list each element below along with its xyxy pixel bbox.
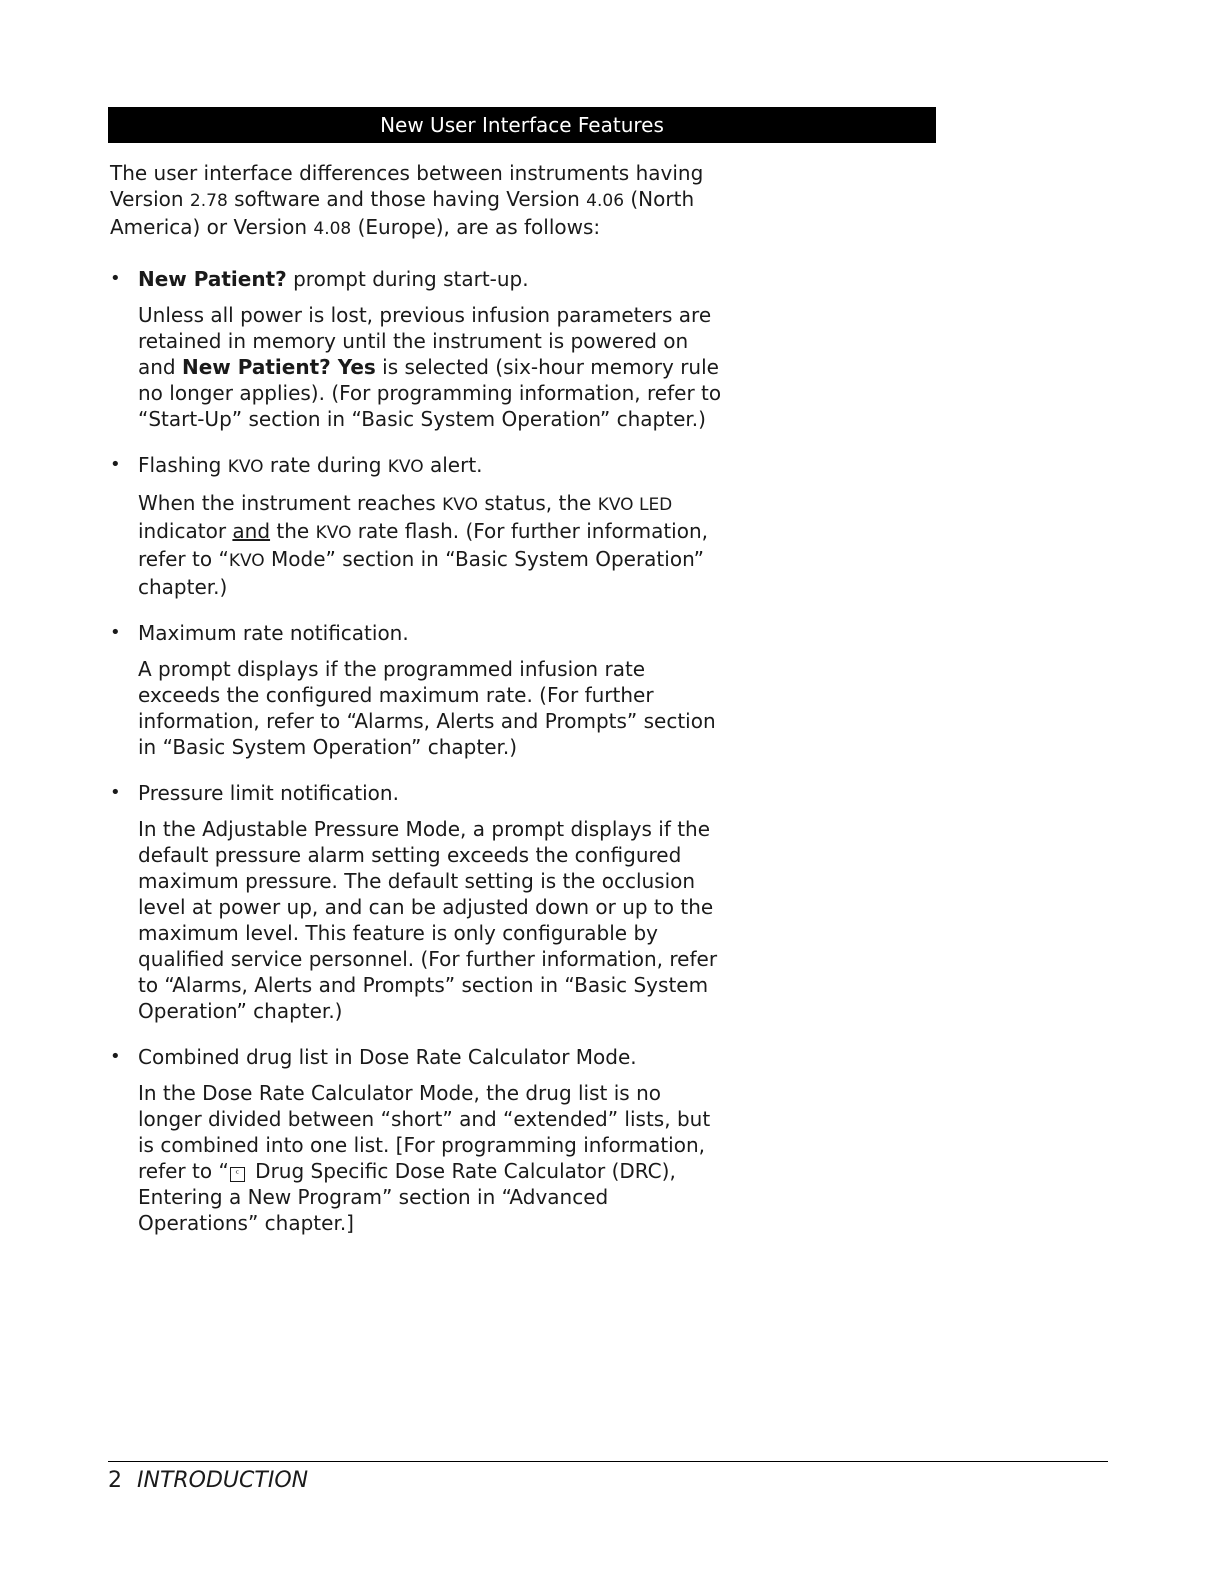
page-content: [110, 160, 730, 1256]
footer-divider: [108, 1461, 1108, 1462]
intro-text-3: (North America) or Version: [110, 187, 695, 239]
intro-text-2: software and those having Version: [227, 187, 587, 211]
bullet-flashing-kvo: [110, 452, 730, 600]
bullet-maximum-rate: [110, 620, 730, 760]
bullet-2-body: [138, 490, 730, 600]
page-footer: [108, 1467, 308, 1495]
bullet-2-text-1: When the instrument reaches: [138, 491, 443, 515]
bullet-4-heading: Pressure limit notification.: [138, 781, 399, 805]
bullet-combined-drug-list: [110, 1044, 730, 1236]
bullet-dot-icon: •: [110, 782, 121, 803]
bullet-heading: [110, 780, 730, 806]
bullet-1-heading-rest: prompt during start-up.: [286, 267, 529, 291]
intro-version-3: 4.08: [313, 219, 352, 239]
bullet-2-text-11: Mode” section in “Basic System Operation” chapter.): [138, 547, 705, 599]
bullet-2-text-4: KVO LED: [597, 495, 673, 515]
bullet-5-text-1: In the Dose Rate Calculator Mode, the drug list is no longer divided between “short” and “extended” lists, but is combined into one list. [For programming information, refer to “: [138, 1081, 711, 1183]
bullet-3-heading: Maximum rate notification.: [138, 621, 409, 645]
intro-paragraph: [110, 160, 730, 242]
bullet-2-heading-3: rate during: [263, 453, 388, 477]
bullet-dot-icon: •: [110, 1046, 121, 1067]
bullet-heading: [110, 452, 730, 480]
bullet-dot-icon: •: [110, 622, 121, 643]
bullet-2-heading-2: KVO: [227, 457, 264, 477]
bullet-2-text-8: KVO: [315, 523, 352, 543]
intro-version-1: 2.78: [189, 191, 228, 211]
bullet-5-heading: Combined drug list in Dose Rate Calculator Mode.: [138, 1045, 637, 1069]
bullet-1-text-3: is selected (six-hour memory rule no longer applies). (For programming information, refer to “Start-Up” section in “Basic System Operation” chapter.): [138, 355, 722, 431]
section-title: New User Interface Features: [380, 113, 664, 137]
intro-text-1: The user interface differences between instruments having Version: [110, 161, 704, 211]
bullet-heading: [110, 266, 730, 292]
bullet-4-body: In the Adjustable Pressure Mode, a prompt displays if the default pressure alarm setting exceeds the configured maximum pressure. The default setting is the occlusion level at power up, and can be adjusted down or up to the maximum level. This feature is only configurable by qualified service personnel. (For further information, refer to “Alarms, Alerts and Prompts” section in “Basic System Operation” chapter.): [138, 817, 718, 1023]
page-number: 2: [108, 1468, 122, 1493]
bullet-2-text-10: KVO: [228, 551, 265, 571]
bullet-1-heading-strong: New Patient?: [138, 267, 287, 291]
bullet-2-text-7: the: [270, 519, 316, 543]
bullet-2-heading-4: KVO: [387, 457, 424, 477]
footer-section-title: INTRODUCTION: [137, 1468, 309, 1493]
bullet-2-text-9: rate flash. (For further information, refer to “: [138, 519, 708, 571]
bullet-dot-icon: •: [110, 454, 121, 475]
bullet-dot-icon: •: [110, 268, 121, 289]
intro-text-4: (Europe), are as follows:: [351, 215, 601, 239]
bullet-2-heading-5: alert.: [423, 453, 483, 477]
bullet-1-text-strong: New Patient? Yes: [181, 355, 376, 379]
bullet-1-body: [138, 302, 730, 432]
bullet-3-body: A prompt displays if the programmed infusion rate exceeds the configured maximum rate. (For further information, refer to “Alarms, Alerts and Prompts” section in “Basic System Operation” chapter.): [138, 657, 716, 759]
bullet-new-patient: [110, 266, 730, 432]
bullet-2-heading-1: Flashing: [138, 453, 228, 477]
bullet-2-text-5: indicator: [138, 519, 233, 543]
bullet-pressure-limit: [110, 780, 730, 1024]
bullet-5-text-2: Drug Specific Dose Rate Calculator (DRC), Entering a New Program” section in “Advanced Operations” chapter.]: [138, 1159, 676, 1235]
bullet-2-text-3: status, the: [477, 491, 598, 515]
intro-version-2: 4.06: [586, 191, 625, 211]
bullet-heading: [110, 620, 730, 646]
bullet-heading: [110, 1044, 730, 1070]
bullet-5-body: [138, 1080, 730, 1236]
drc-key-icon: ᶜ: [230, 1167, 245, 1182]
bullet-1-text-1: Unless all power is lost, previous infusion parameters are retained in memory until the instrument is powered on and: [138, 303, 712, 379]
section-header-bar: [108, 107, 936, 143]
bullet-2-text-2: KVO: [442, 495, 478, 515]
bullet-2-text-underlined: and: [232, 519, 271, 543]
